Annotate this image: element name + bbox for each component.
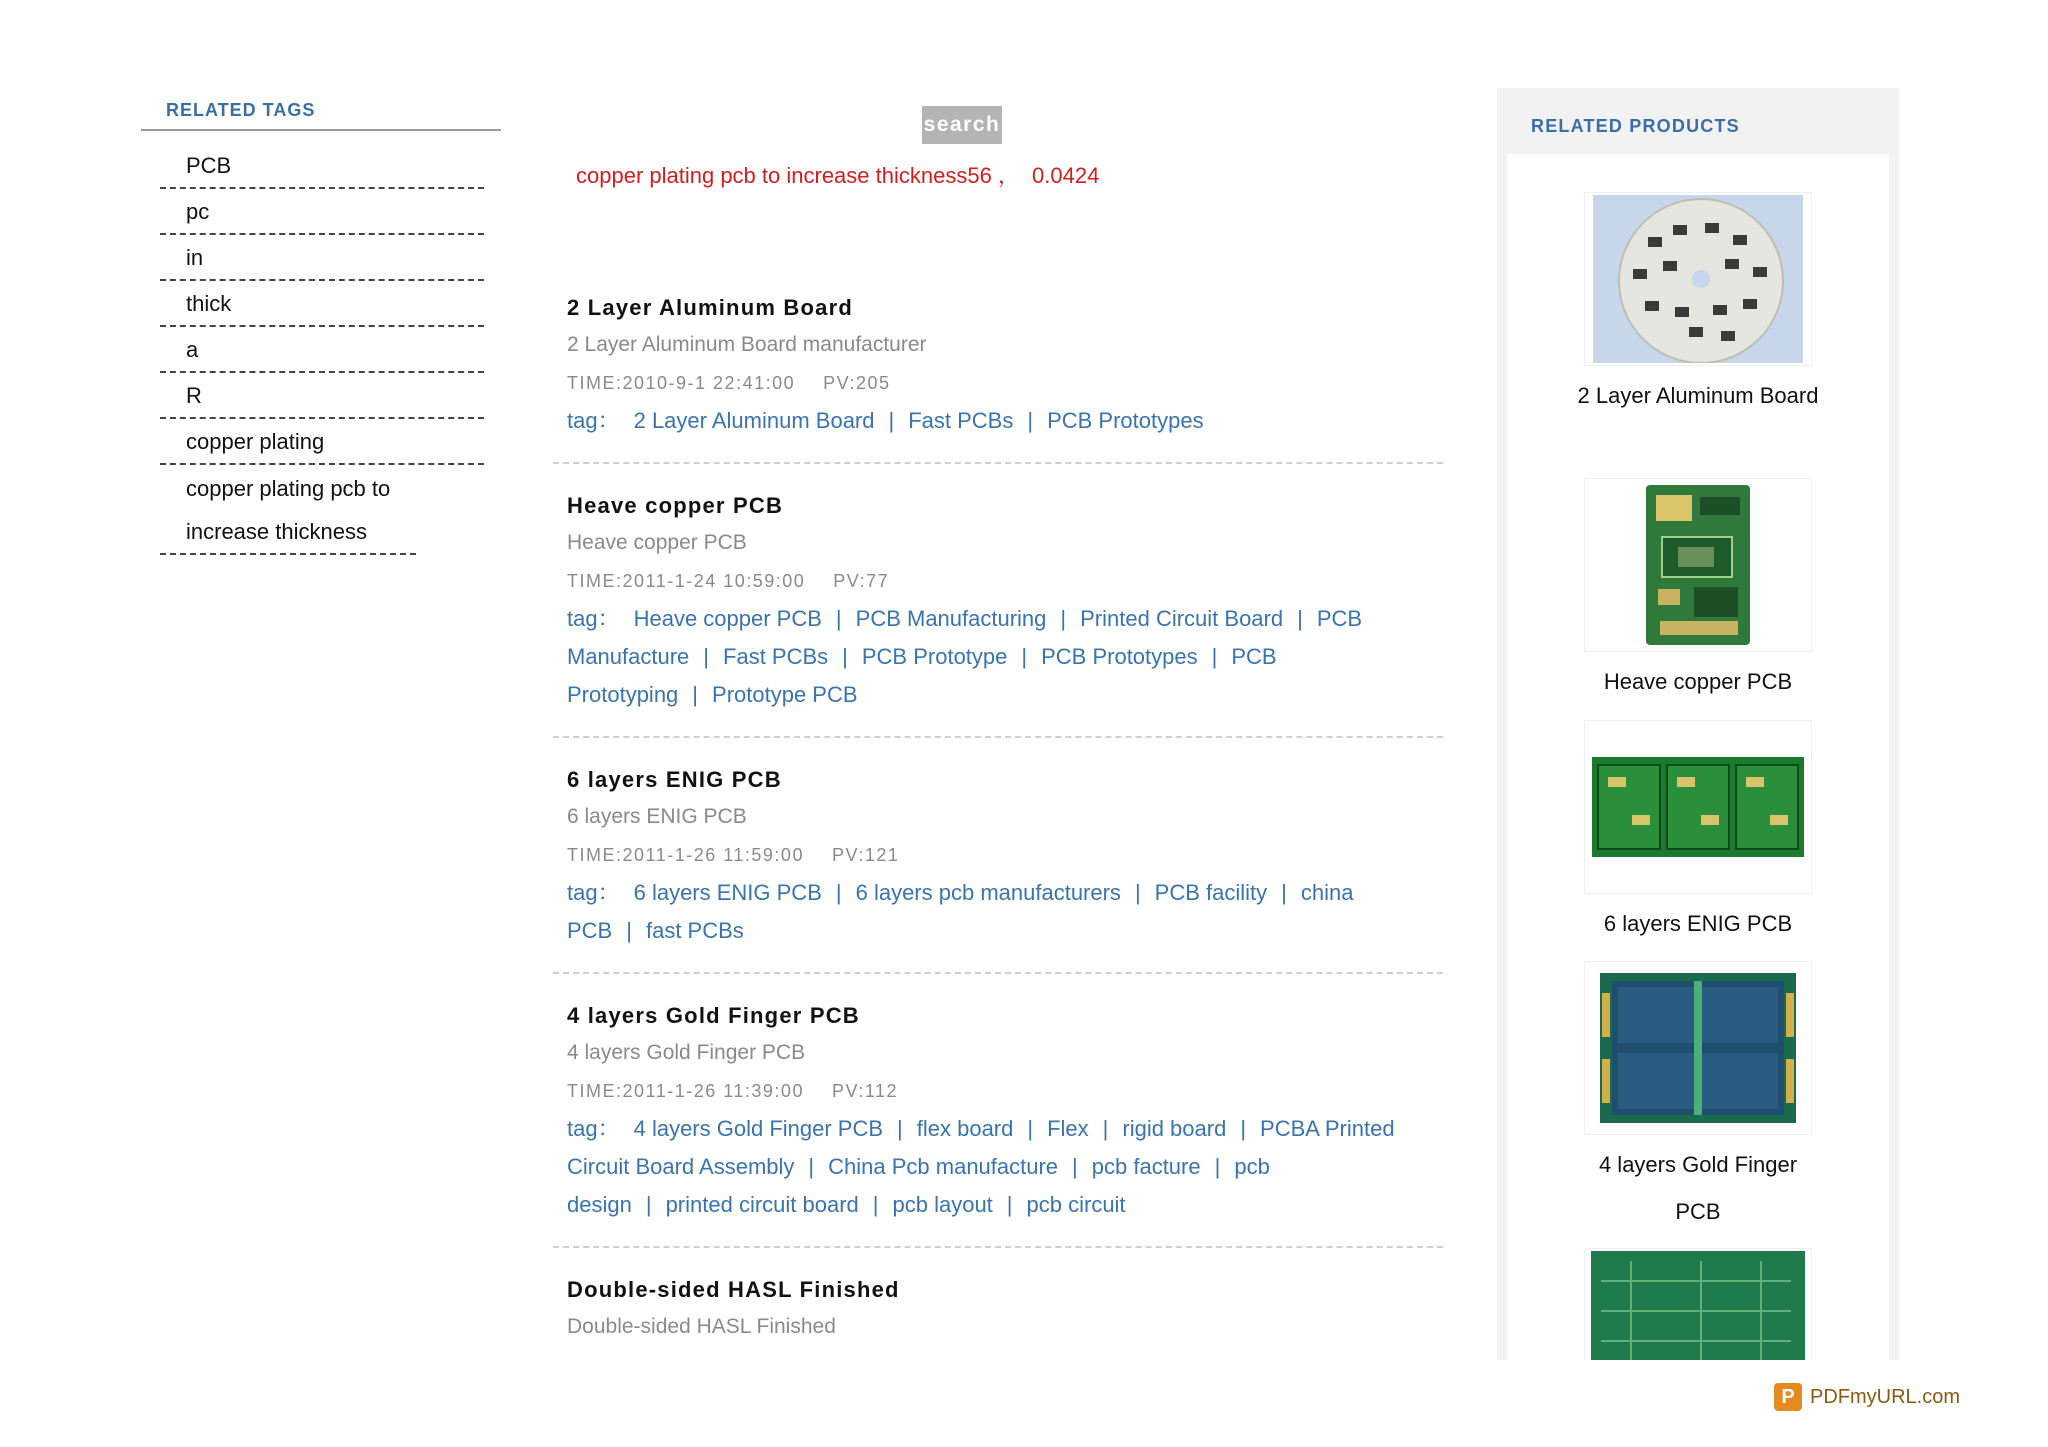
article-pageviews: PV:112 xyxy=(831,1081,899,1101)
pdfmyurl-badge[interactable] xyxy=(1774,1383,1960,1411)
article-meta xyxy=(567,1072,1429,1110)
tag-separator: | xyxy=(808,1154,815,1179)
article-title[interactable]: Heave copper PCB xyxy=(567,493,784,518)
product-name[interactable]: 6 layers ENIG PCB xyxy=(1603,911,1793,936)
article-list xyxy=(553,282,1443,1362)
article-subtitle: Heave copper PCB xyxy=(567,531,747,554)
related-products-heading: RELATED PRODUCTS xyxy=(1531,116,1740,136)
article-title[interactable]: Double-sided HASL Finished xyxy=(567,1277,900,1302)
product-name[interactable]: 2 Layer Aluminum Board xyxy=(1577,383,1819,408)
article-tag-link[interactable]: pcb circuit xyxy=(1026,1192,1126,1217)
product-name[interactable]: 4 layers Gold Finger PCB xyxy=(1598,1152,1798,1224)
product-image-hasl-pcb[interactable] xyxy=(1584,1248,1812,1360)
article-tag-link[interactable]: Prototype PCB xyxy=(712,682,858,707)
article-pageviews: PV:77 xyxy=(833,571,890,591)
tag-link[interactable]: thick xyxy=(160,281,484,327)
article-item xyxy=(553,480,1443,738)
article-tag-link[interactable]: fast PCBs xyxy=(645,918,744,943)
tag-separator: | xyxy=(842,644,848,669)
tag-separator: | xyxy=(888,408,895,433)
related-products-list xyxy=(1507,154,1889,1360)
related-tags-list xyxy=(160,143,484,555)
tag-link[interactable]: pc xyxy=(160,189,484,235)
article-time: TIME:2011-1-26 11:39:00 xyxy=(567,1081,804,1101)
tag-label: tag： xyxy=(567,408,620,433)
product-card[interactable] xyxy=(1507,192,1889,419)
tag-separator: | xyxy=(1027,1116,1034,1141)
tag-separator: | xyxy=(1134,880,1141,905)
tag-separator: | xyxy=(835,606,842,631)
article-item xyxy=(553,1264,1443,1346)
article-tag-link[interactable]: pcb layout xyxy=(892,1192,993,1217)
article-tag-link[interactable]: 6 layers ENIG PCB xyxy=(633,880,822,905)
article-tag-link[interactable]: pcb facture xyxy=(1091,1154,1201,1179)
pdfmyurl-link[interactable]: PDFmyURL.com xyxy=(1810,1385,1961,1408)
tag-separator: | xyxy=(1006,1192,1013,1217)
article-tag-link[interactable]: Heave copper PCB xyxy=(633,606,822,631)
tag-label: tag： xyxy=(567,1116,620,1141)
search-result-summary xyxy=(576,159,1099,190)
tag-link[interactable]: a xyxy=(160,327,484,373)
product-card[interactable] xyxy=(1507,1248,1889,1360)
article-tag-link[interactable]: 6 layers pcb manufacturers xyxy=(855,880,1121,905)
tag-separator: | xyxy=(692,682,699,707)
article-tag-link[interactable]: PCBA Printed Circuit Board Assembly xyxy=(567,1116,1395,1179)
article-tag-link[interactable]: PCB Prototype xyxy=(861,644,1008,669)
article-tag-link[interactable]: Fast PCBs xyxy=(908,408,1014,433)
tag-link[interactable]: copper plating pcb to increase thickness xyxy=(160,465,416,555)
product-card[interactable] xyxy=(1507,478,1889,705)
article-tag-link[interactable]: printed circuit board xyxy=(665,1192,859,1217)
article-tag-link[interactable]: rigid board xyxy=(1122,1116,1227,1141)
tag-separator: | xyxy=(645,1192,652,1217)
tag-separator: | xyxy=(1240,1116,1247,1141)
article-tag-link[interactable]: Flex xyxy=(1047,1116,1089,1141)
search-button[interactable]: search xyxy=(922,106,1002,144)
article-tag-link[interactable]: PCB Prototypes xyxy=(1047,408,1204,433)
related-products-panel xyxy=(1497,88,1899,1360)
article-tag-link[interactable]: pcb design xyxy=(567,1154,1270,1217)
tag-link[interactable]: PCB xyxy=(160,143,484,189)
article-meta xyxy=(567,562,1429,600)
product-card[interactable] xyxy=(1507,720,1889,947)
tag-separator: | xyxy=(1281,880,1287,905)
tag-separator: | xyxy=(626,918,632,943)
article-tag-link[interactable]: PCB Manufacturing xyxy=(855,606,1047,631)
article-tag-link[interactable]: Printed Circuit Board xyxy=(1080,606,1284,631)
article-tag-link[interactable]: 2 Layer Aluminum Board xyxy=(633,408,875,433)
product-name[interactable]: Heave copper PCB xyxy=(1603,669,1793,694)
tag-separator: | xyxy=(1102,1116,1109,1141)
related-tags-panel xyxy=(141,92,501,555)
tag-separator: | xyxy=(1297,606,1303,631)
article-tag-link[interactable]: China Pcb manufacture xyxy=(828,1154,1059,1179)
tag-separator: | xyxy=(1021,644,1028,669)
article-time: TIME:2010-9-1 22:41:00 xyxy=(567,373,796,393)
tag-separator: | xyxy=(1072,1154,1078,1179)
article-tag-link[interactable]: china PCB xyxy=(567,880,1354,943)
article-tag-link[interactable]: flex board xyxy=(916,1116,1014,1141)
product-image-6-layers-enig-pcb[interactable] xyxy=(1584,720,1812,894)
article-tags xyxy=(567,1110,1429,1224)
tag-link[interactable]: R xyxy=(160,373,484,419)
article-pageviews: PV:205 xyxy=(823,373,891,393)
tag-separator: | xyxy=(1027,408,1034,433)
tag-separator: | xyxy=(703,644,710,669)
article-time: TIME:2011-1-24 10:59:00 xyxy=(567,571,806,591)
article-item xyxy=(553,754,1443,974)
article-subtitle: 4 layers Gold Finger PCB xyxy=(567,1041,806,1064)
product-image-heavy-copper-pcb[interactable] xyxy=(1584,478,1812,652)
article-meta xyxy=(567,364,1429,402)
result-time: 0.0424 xyxy=(1032,163,1100,188)
tag-separator: | xyxy=(872,1192,879,1217)
article-tag-link[interactable]: PCB facility xyxy=(1154,880,1268,905)
article-tag-link[interactable]: PCB Prototyping xyxy=(567,644,1277,707)
article-title[interactable]: 4 layers Gold Finger PCB xyxy=(567,1003,860,1028)
tag-separator: | xyxy=(897,1116,903,1141)
tag-separator: | xyxy=(1214,1154,1221,1179)
article-item xyxy=(553,990,1443,1248)
article-tag-link[interactable]: PCB Manufacture xyxy=(567,606,1363,669)
result-query: copper plating pcb to increase thickness56 ， xyxy=(576,163,1020,188)
related-tags-heading: RELATED TAGS xyxy=(141,92,501,131)
article-time: TIME:2011-1-26 11:59:00 xyxy=(567,845,804,865)
article-tag-link[interactable]: Fast PCBs xyxy=(723,644,829,669)
article-title[interactable]: 6 layers ENIG PCB xyxy=(567,767,782,792)
article-item xyxy=(553,282,1443,464)
article-tag-link[interactable]: 4 layers Gold Finger PCB xyxy=(633,1116,884,1141)
article-tags xyxy=(567,600,1429,714)
article-subtitle: 6 layers ENIG PCB xyxy=(567,805,747,828)
article-subtitle: Double-sided HASL Finished xyxy=(567,1315,836,1338)
tag-link[interactable]: copper plating xyxy=(160,419,484,465)
product-image-gold-finger-pcb[interactable] xyxy=(1584,961,1812,1135)
product-card[interactable] xyxy=(1507,961,1889,1235)
tag-separator: | xyxy=(1211,644,1218,669)
tag-separator: | xyxy=(1060,606,1067,631)
article-tags xyxy=(567,874,1429,950)
tag-link[interactable]: in xyxy=(160,235,484,281)
tag-label: tag： xyxy=(567,880,620,905)
product-image-aluminum-board[interactable] xyxy=(1584,192,1812,366)
tag-label: tag： xyxy=(567,606,620,631)
article-tags xyxy=(567,402,1429,440)
article-pageviews: PV:121 xyxy=(831,845,900,865)
tag-separator: | xyxy=(835,880,842,905)
article-meta xyxy=(567,836,1429,874)
article-tag-link[interactable]: PCB Prototypes xyxy=(1041,644,1198,669)
pdfmyurl-logo-icon: P xyxy=(1774,1383,1802,1411)
article-subtitle: 2 Layer Aluminum Board manufacturer xyxy=(567,333,927,356)
article-title[interactable]: 2 Layer Aluminum Board xyxy=(567,295,853,320)
